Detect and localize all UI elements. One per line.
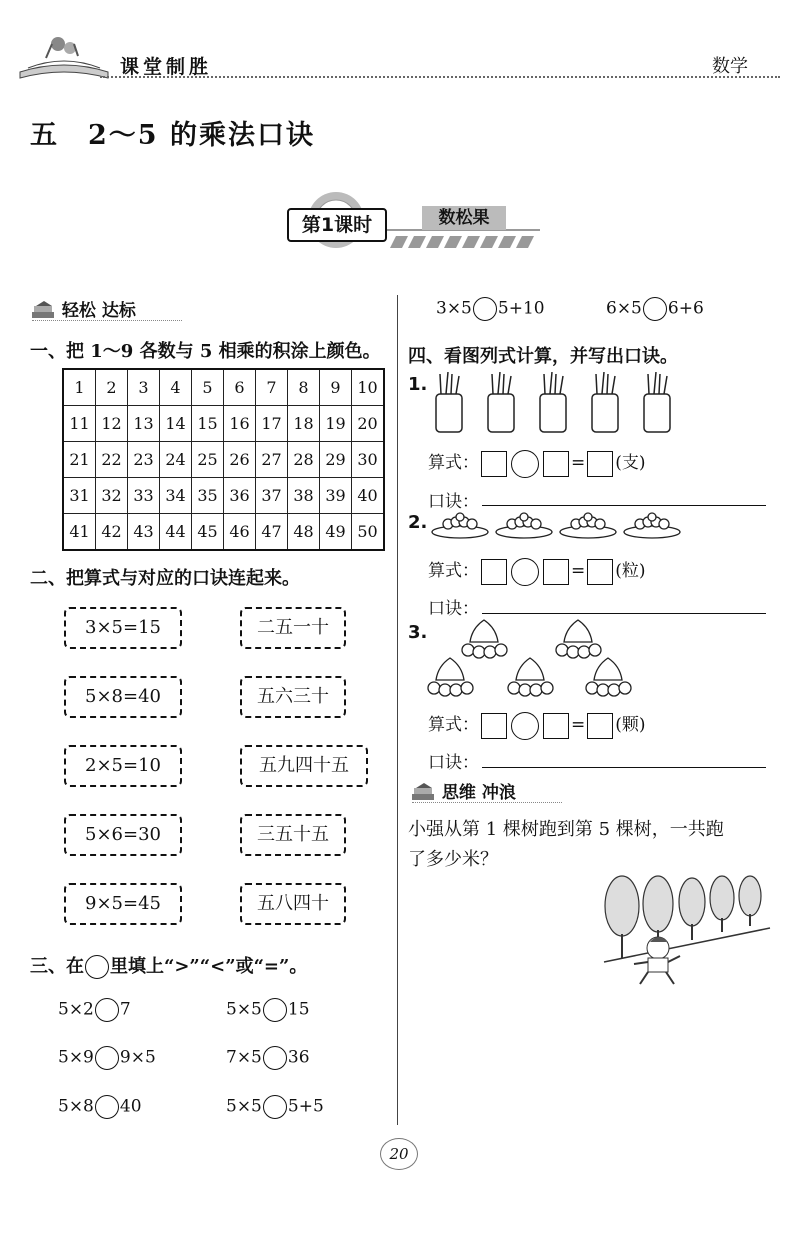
q2-rhyme-3[interactable]: 五九四十五 [240,745,368,787]
pencil-cups-illustration [430,372,680,434]
grid-cell[interactable]: 23 [128,442,160,478]
answer-box[interactable] [481,451,507,477]
grid-cell[interactable]: 32 [96,478,128,514]
header-divider [100,76,780,78]
q4-equation-1: 算式： = (支) [428,448,646,478]
section-easy-underline [32,320,182,321]
compare-circle[interactable] [263,1095,287,1119]
q2-rhyme-4[interactable]: 三五十五 [240,814,346,856]
grid-cell[interactable]: 13 [128,406,160,442]
grid-cell[interactable]: 37 [256,478,288,514]
q3-right: 15 [287,999,310,1020]
answer-box[interactable] [543,713,569,739]
q3-left: 6×5 [606,298,642,319]
grid-cell[interactable]: 19 [320,406,352,442]
section-thinking [410,778,516,804]
grid-cell[interactable]: 15 [192,406,224,442]
grid-row [63,406,384,442]
grid-cell[interactable]: 21 [63,442,96,478]
q3-item-4 [226,1046,310,1070]
grid-cell[interactable]: 49 [320,514,352,551]
q3-item-2 [226,998,310,1022]
grid-row [63,478,384,514]
q3-item-3 [58,1046,156,1070]
section-thinking-underline [412,802,562,803]
header-title: 课堂制胜 [120,56,213,78]
grid-cell[interactable]: 35 [192,478,224,514]
answer-box[interactable] [481,559,507,585]
grid-cell[interactable]: 44 [160,514,192,551]
q3-prompt [30,952,307,979]
answer-box[interactable] [481,713,507,739]
q3-left: 5×5 [226,999,262,1020]
number-grid [62,368,385,551]
operator-circle[interactable] [511,450,539,478]
grid-cell[interactable]: 1 [63,369,96,406]
chapter-title: 五 2～5 的乘法口诀 [30,120,315,151]
cherry-bunches-illustration [426,618,642,698]
grid-cell[interactable]: 34 [160,478,192,514]
q4-rhyme-label-1: 口诀： [428,492,479,512]
q2-expression-3[interactable]: 2×5=10 [64,745,182,787]
unit-label: (颗) [615,715,646,735]
grid-cell[interactable]: 28 [288,442,320,478]
compare-circle[interactable] [95,998,119,1022]
grid-cell[interactable]: 8 [288,369,320,406]
q2-prompt: 二、把算式与对应的口诀连起来。 [30,568,300,589]
trees-running-boy-illustration [600,868,772,988]
q2-rhyme-2[interactable]: 五六三十 [240,676,346,718]
unit-label: (支) [615,453,646,473]
compare-circle[interactable] [95,1095,119,1119]
header-logo-icon [18,28,110,82]
grid-cell[interactable]: 25 [192,442,224,478]
grid-cell[interactable]: 46 [224,514,256,551]
grid-cell[interactable]: 31 [63,478,96,514]
q4-equation-3: 算式： = (颗) [428,710,646,740]
q3-item-6 [226,1095,324,1119]
q4-equation-2: 算式： = (粒) [428,556,646,586]
compare-circle[interactable] [95,1046,119,1070]
q4-rhyme-line-3[interactable] [482,747,766,768]
column-divider [397,295,398,1125]
grid-cell[interactable]: 22 [96,442,128,478]
grid-cell[interactable]: 45 [192,514,224,551]
grid-cell[interactable]: 20 [352,406,385,442]
q3-item-1 [58,998,131,1022]
compare-circle[interactable] [263,1046,287,1070]
grid-cell[interactable]: 14 [160,406,192,442]
answer-box[interactable] [543,451,569,477]
grid-cell[interactable]: 9 [320,369,352,406]
q4-problem-3-number: 3. [408,622,428,643]
q5-text-1: 小强从第 1 棵树跑到第 5 棵树，一共跑 [408,819,724,840]
q4-problem-2-number: 2. [408,512,428,533]
grid-cell[interactable]: 26 [224,442,256,478]
compare-circle[interactable] [473,297,497,321]
q3-right: 40 [119,1096,142,1117]
grid-cell[interactable]: 18 [288,406,320,442]
grid-cell[interactable]: 10 [352,369,385,406]
q2-expression-1[interactable]: 3×5=15 [64,607,182,649]
grid-cell[interactable]: 17 [256,406,288,442]
q4-prompt: 四、看图列式计算，并写出口诀。 [408,346,678,367]
q3-left: 5×2 [58,999,94,1020]
q3-item-5 [58,1095,142,1119]
book-stack-icon [30,300,56,322]
grid-cell[interactable]: 30 [352,442,385,478]
grid-row [63,514,384,551]
section-thinking-label: 思维 冲浪 [441,783,516,803]
lesson-tag: 数松果 [422,206,506,230]
grid-cell[interactable]: 27 [256,442,288,478]
grid-cell[interactable]: 5 [192,369,224,406]
q3-left: 7×5 [226,1047,262,1068]
answer-box[interactable] [587,559,613,585]
grid-cell[interactable]: 24 [160,442,192,478]
q2-expression-5[interactable]: 9×5=45 [64,883,182,925]
q2-rhyme-5[interactable]: 五八四十 [240,883,346,925]
grid-cell[interactable]: 40 [352,478,385,514]
answer-box[interactable] [543,559,569,585]
q5-text-2: 了多少米？ [408,849,498,870]
q3-prompt-start: 三、在 [30,956,84,977]
grid-cell[interactable]: 36 [224,478,256,514]
compare-circle[interactable] [643,297,667,321]
grid-cell[interactable]: 41 [63,514,96,551]
grid-row [63,442,384,478]
grid-cell[interactable]: 7 [256,369,288,406]
operator-circle[interactable] [511,712,539,740]
grid-cell[interactable]: 33 [128,478,160,514]
section-easy-label: 轻松 达标 [61,301,136,321]
answer-box[interactable] [587,713,613,739]
equation-label: 算式： [428,715,479,735]
q4-problem-1-number: 1. [408,374,428,395]
circle-icon [85,955,109,979]
equation-label: 算式： [428,561,479,581]
q3-right: 5+10 [497,298,545,319]
q4-rhyme-line-2[interactable] [482,593,766,614]
section-easy [30,296,136,322]
book-stack-icon [410,782,436,804]
grid-cell[interactable]: 4 [160,369,192,406]
grid-cell[interactable]: 29 [320,442,352,478]
unit-label: (粒) [615,561,646,581]
q3-left: 3×5 [436,298,472,319]
q3-item-7 [436,297,545,321]
q2-expression-4[interactable]: 5×6=30 [64,814,182,856]
equation-label: 算式： [428,453,479,473]
grid-cell[interactable]: 16 [224,406,256,442]
q4-rhyme-label-3: 口诀： [428,753,479,773]
grid-cell[interactable]: 42 [96,514,128,551]
q3-right: 6+6 [667,298,704,319]
grid-cell[interactable]: 2 [96,369,128,406]
answer-box[interactable] [587,451,613,477]
q3-right: 5+5 [287,1096,324,1117]
page-number: 20 [380,1138,418,1170]
lesson-badge: 第1课时 [287,208,387,242]
q1-prompt: 一、把 1～9 各数与 5 相乘的积涂上颜色。 [30,341,381,362]
grid-cell[interactable]: 12 [96,406,128,442]
q4-rhyme-label-2: 口诀： [428,599,479,619]
operator-circle[interactable] [511,558,539,586]
grid-cell[interactable]: 3 [128,369,160,406]
q4-rhyme-line-1[interactable] [482,485,766,506]
compare-circle[interactable] [263,998,287,1022]
q3-item-8 [606,297,704,321]
q2-expression-2[interactable]: 5×8=40 [64,676,182,718]
header-subject: 数学 [712,56,748,77]
grid-cell[interactable]: 47 [256,514,288,551]
grid-cell[interactable]: 6 [224,369,256,406]
q3-left: 5×9 [58,1047,94,1068]
q2-rhyme-1[interactable]: 二五一十 [240,607,346,649]
grid-cell[interactable]: 11 [63,406,96,442]
q3-right: 36 [287,1047,310,1068]
grid-cell[interactable]: 43 [128,514,160,551]
grid-row [63,369,384,406]
grid-cell[interactable]: 38 [288,478,320,514]
q3-right: 9×5 [119,1047,156,1068]
q3-prompt-end: 里填上“>”“<”或“=”。 [110,956,308,977]
grid-cell[interactable]: 48 [288,514,320,551]
q3-right: 7 [119,999,131,1020]
grid-cell[interactable]: 39 [320,478,352,514]
grain-plates-illustration [430,510,686,542]
q3-left: 5×8 [58,1096,94,1117]
q3-left: 5×5 [226,1096,262,1117]
grid-cell[interactable]: 50 [352,514,385,551]
